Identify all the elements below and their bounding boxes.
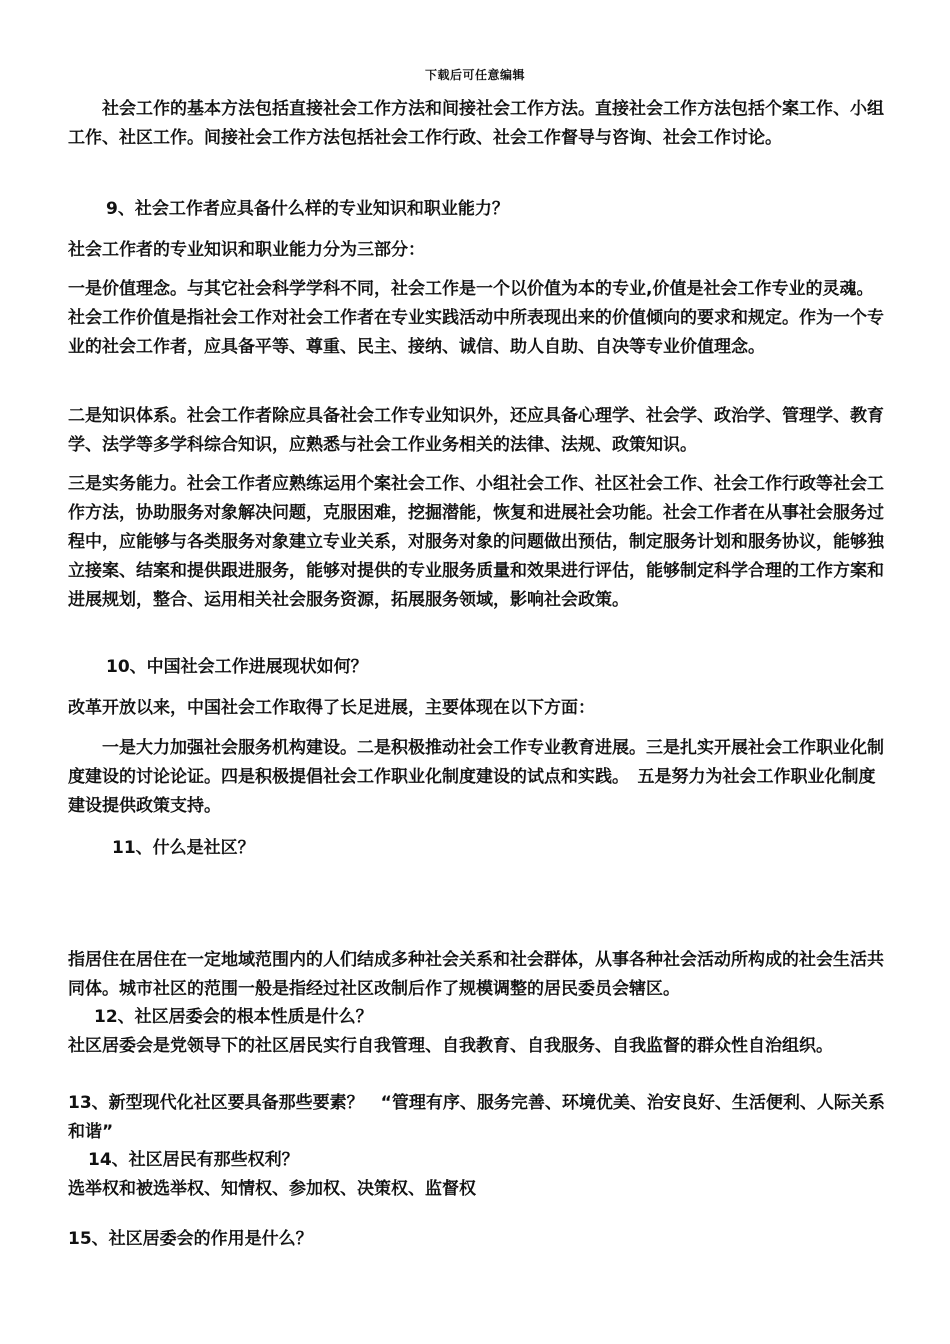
question-9: 9、社会工作者应具备什么样的专业知识和职业能力？ <box>106 199 509 219</box>
answer-9-values: 一是价值理念。与其它社会科学学科不同，社会工作是一个以价值为本的专业,价值是社会工作专业的灵魂。社会工作价值是指社会工作对社会工作者在专业实践活动中所表现出来的价值倾向的要求和规定。作为一个专业的社会工作者，应具备平等、尊重、民主、接纳、诚信、助人自助、自决等专业价值理念。 <box>68 279 884 357</box>
answer-9-intro: 社会工作者的专业知识和职业能力分为三部分： <box>68 240 425 260</box>
paragraph-methods: 社会工作的基本方法包括直接社会工作方法和间接社会工作方法。直接社会工作方法包括个案工作、小组工作、社区工作。间接社会工作方法包括社会工作行政、社会工作督导与咨询、社会工作讨论。 <box>68 99 884 148</box>
answer-9-knowledge: 二是知识体系。社会工作者除应具备社会工作专业知识外，还应具备心理学、社会学、政治学、管理学、教育学、法学等多学科综合知识，应熟悉与社会工作业务相关的法律、法规、政策知识。 <box>68 406 884 455</box>
answer-14: 选举权和被选举权、知情权、参加权、决策权、监督权 <box>68 1179 476 1199</box>
answer-10-intro: 改革开放以来，中国社会工作取得了长足进展，主要体现在以下方面： <box>68 698 595 718</box>
question-15: 15、社区居委会的作用是什么？ <box>68 1229 313 1249</box>
question-13: 13、新型现代化社区要具备那些要素？ “管理有序、服务完善、环境优美、治安良好、生活便利、人际关系和谐” <box>68 1093 885 1142</box>
answer-12: 社区居委会是党领导下的社区居民实行自我管理、自我教育、自我服务、自我监督的群众性自治组织。 <box>68 1036 833 1056</box>
answer-9-practice: 三是实务能力。社会工作者应熟练运用个案社会工作、小组社会工作、社区社会工作、社会工作行政等社会工作方法，协助服务对象解决问题，克服困难，挖掘潜能，恢复和进展社会功能。社会工作者在从事社会服务过程中，应能够与各类服务对象建立专业关系，对服务对象的问题做出预估，制定服务计划和服务协议，能够独立接案、结案和提供跟进服务，能够对提供的专业服务质量和效果进行评估，能够制定科学合理的工作方案和进展规划，整合、运用相关社会服务资源，拓展服务领域，影响社会政策。 <box>68 474 884 610</box>
question-11: 11、什么是社区？ <box>112 838 255 858</box>
page-header: 下载后可任意编辑 <box>424 68 525 82</box>
answer-11: 指居住在居住在一定地域范围内的人们结成多种社会关系和社会群体，从事各种社会活动所构成的社会生活共同体。城市社区的范围一般是指经过社区改制后作了规模调整的居民委员会辖区。 <box>68 950 884 999</box>
question-14: 14、社区居民有那些权利？ <box>88 1150 299 1170</box>
answer-10: 一是大力加强社会服务机构建设。二是积极推动社会工作专业教育进展。三是扎实开展社会工作职业化制度建设的讨论论证。四是积极提倡社会工作职业化制度建设的试点和实践。 五是努力为社会工作职业化制度建设提供政策支持。 <box>68 738 884 816</box>
question-12: 12、社区居委会的根本性质是什么？ <box>94 1007 373 1027</box>
question-10: 10、中国社会工作进展现状如何？ <box>106 657 368 677</box>
